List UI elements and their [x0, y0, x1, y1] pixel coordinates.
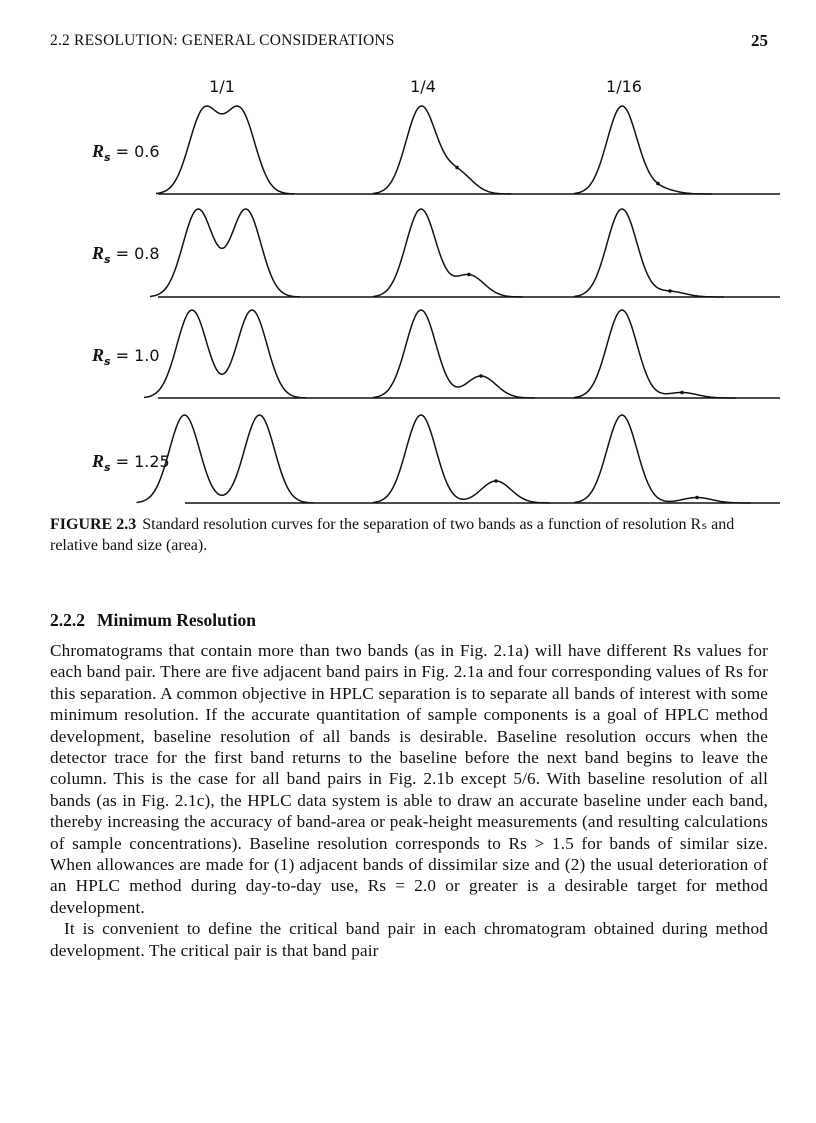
- page-number: 25: [751, 31, 768, 50]
- curve-rs-0-8-ratio-1-16: [574, 209, 724, 297]
- column-label-1-1: 1/1: [209, 77, 235, 96]
- second-band-marker: [467, 273, 471, 277]
- body-text: [50, 640, 768, 961]
- row-label-rs-1-25: $R_s = 1.25$: [92, 451, 170, 474]
- second-band-marker: [668, 289, 672, 293]
- curve-rs-1-25-ratio-1-16: [574, 415, 751, 503]
- column-label-1-16: 1/16: [606, 77, 642, 96]
- second-band-marker: [494, 479, 498, 483]
- curve-rs-1-ratio-1-4: [373, 310, 535, 398]
- figure-caption-text: Standard resolution curves for the separation of two bands as a function of resolution Rₛ and relative band size (area).: [50, 516, 735, 554]
- paragraph: It is convenient to define the critical band pair in each chromatogram obtained during method development. The critical pair is that band pair: [50, 919, 768, 960]
- second-band-marker: [656, 182, 660, 186]
- section-title: Minimum Resolution: [97, 610, 256, 630]
- row-label-rs-0-6: $R_s = 0.6$: [92, 141, 160, 164]
- curve-rs-0-6-ratio-1-4: [373, 106, 511, 194]
- row-label-rs-0-8: $R_s = 0.8$: [92, 243, 160, 266]
- curve-rs-1-25-ratio-1-4: [373, 415, 550, 503]
- second-band-marker: [479, 374, 483, 378]
- curve-rs-0-6-ratio-1-16: [574, 106, 712, 194]
- curve-rs-1-ratio-1-1: [144, 310, 306, 398]
- second-band-marker: [695, 496, 699, 500]
- section-heading: [50, 610, 256, 631]
- section-number: 2.2.2: [50, 610, 85, 630]
- row-label-rs-1-0: $R_s = 1.0$: [92, 345, 160, 368]
- curve-rs-0-6-ratio-1-1: [156, 106, 294, 194]
- paragraph: Chromatograms that contain more than two bands (as in Fig. 2.1a) will have different Rs values for each band pair. There are five adjacent band pairs in Fig. 2.1a and four corresponding values of Rs for this separation. A common objective in HPLC separation is to separate all bands of interest with some minimum resolution. If the accurate quantitation of sample components is a goal of HPLC method development, baseline resolution of all bands is desirable. Baseline resolution occurs when the detector trace for the first band returns to the baseline before the next band begins to leave the column. This is the case for all band pairs in Fig. 2.1b except 5/6. With baseline resolution of all bands (as in Fig. 2.1c), the HPLC data system is able to draw an accurate baseline under each band, thereby increasing the accuracy of band-area or peak-height measurements (and resulting calculations of sample concentrations). Baseline resolution corresponds to Rs > 1.5 for bands of similar size. When allowances are made for (1) adjacent bands of dissimilar size and (2) the usual deterioration of an HPLC method during day-to-day use, Rs = 2.0 or greater is a desirable target for method development.: [50, 641, 768, 917]
- second-band-marker: [455, 166, 459, 170]
- figure-label: FIGURE 2.3: [50, 516, 137, 533]
- curve-rs-0-8-ratio-1-4: [373, 209, 523, 297]
- curve-rs-0-8-ratio-1-1: [150, 209, 300, 297]
- resolution-curves-figure: [0, 0, 816, 520]
- running-section-title: 2.2 RESOLUTION: GENERAL CONSIDERATIONS: [50, 32, 395, 49]
- second-band-marker: [680, 391, 684, 395]
- figure-caption: [50, 514, 768, 556]
- column-label-1-4: 1/4: [410, 77, 436, 96]
- curve-rs-1-ratio-1-16: [574, 310, 736, 398]
